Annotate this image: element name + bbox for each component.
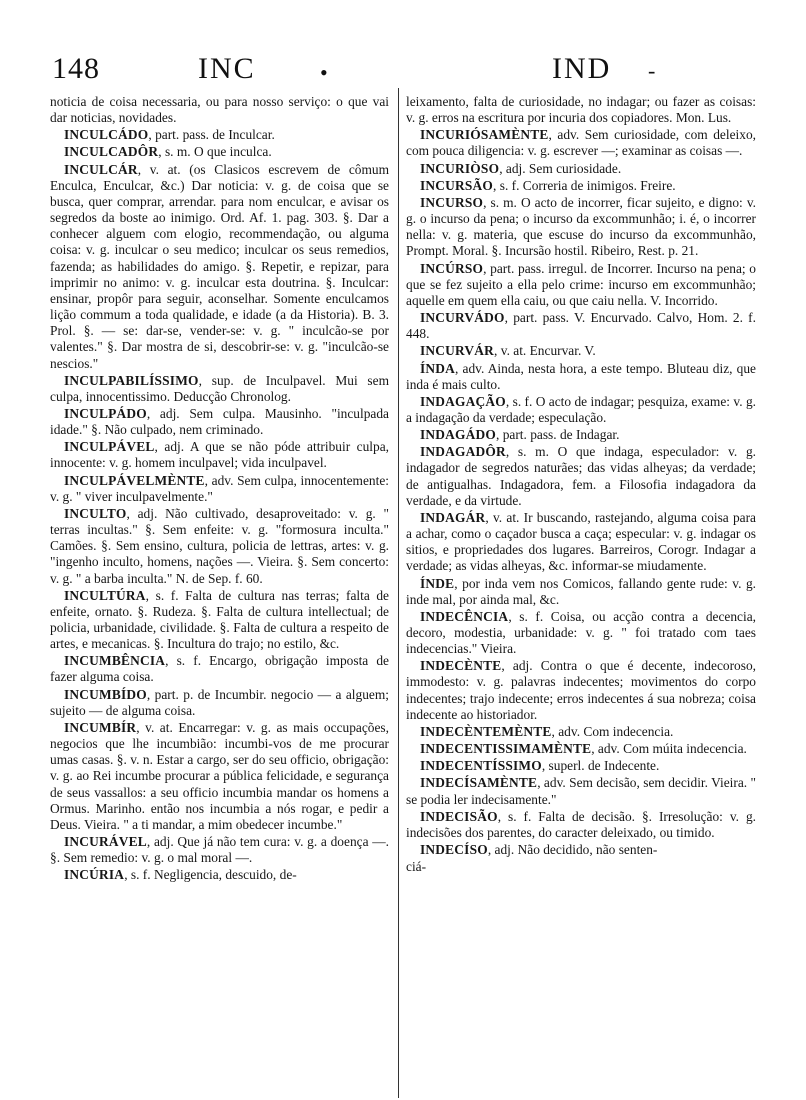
- entry-definition: , part. pass. V. Encurvado. Calvo, Hom. 2. f. 448.: [406, 310, 756, 342]
- entry-headword: INCULCADÔR: [64, 144, 159, 160]
- entry-headword: INCULCÁR: [64, 161, 138, 177]
- dictionary-entry: [50, 588, 389, 653]
- entry-definition: , adv. Sem culpa, innocentemente: v. g. " viver inculpavelmente.": [50, 472, 389, 504]
- entry-definition: , v. at. Ir buscando, rastejando, alguma coisa para a achar, como o caçador busca a caça; especular: v. g. indagar os sitios, e propriedades dos lugares. Barreiros, Corogr. Indagar a verdade; as vidas alheyas, &c. informar-se miudamente.: [406, 509, 756, 574]
- entry-headword: INDECÍSO: [420, 842, 488, 858]
- entry-definition: , adj. Não cultivado, desaproveitado: v. g. " terras incultas." §. Sem enfeite: v. g. "formosura inculta." Camões. §. Sem ensino, cultura, policia de lettras, artes: v. g. "ingenho inculto, homens, nações —. Vieira. §. Sem concerto: v. g. " a barba inculta." N. de Sep. f. 60.: [50, 505, 389, 586]
- entry-definition: , adv. Ainda, nesta hora, a este tempo. Bluteau diz, que inda é mais culto.: [406, 360, 756, 392]
- right-running-head: IND: [552, 52, 612, 85]
- entry-headword: INCULCÁDO: [64, 127, 149, 143]
- header-mark-right: -: [648, 58, 656, 83]
- dictionary-entry: [50, 834, 389, 866]
- dictionary-entry: [406, 576, 756, 608]
- entry-definition: , adj. Contra o que é decente, indecoroso, immodesto: v. g. palavras indecentes; movimentos do corpo indecentes; trajo indecente; erros indecentes á sua nobreza; coisa indecente ao historiador.: [406, 658, 756, 722]
- entry-definition: , part. pass. irregul. de Incorrer. Incurso na pena; o que se fez sujeito a ella pelo crime: incurso em excommunhão; aquelle em quem ella caiu, ou que caiu nella. V. Incorrido.: [406, 260, 756, 308]
- dictionary-entry: [406, 658, 756, 723]
- entry-definition: , s. m. O que indaga, especulador: v. g. indagador de segredos naturães; das vidas alheyas; da verdade; de antigualhas. Indagadora, fem. a Filosofia indagadora da verdade, e da virtude.: [406, 444, 756, 508]
- entry-headword: INCULPÁDO: [64, 405, 147, 421]
- entry-definition: ciá-: [406, 859, 427, 875]
- entry-definition: , adj. A que se não póde attribuir culpa, innocente: v. g. homem inculpavel; vida inculpavel.: [50, 439, 389, 471]
- entry-definition: , adj. Não decidido, não senten-: [487, 842, 658, 858]
- entry-headword: INDECÈNTEMÈNTE: [420, 723, 552, 739]
- entry-headword: INDECÈNTE: [420, 658, 502, 674]
- entry-headword: INDECÊNCIA: [420, 608, 509, 624]
- left-running-head: INC: [198, 52, 256, 85]
- entry-headword: INCUMBÍR: [64, 719, 137, 735]
- dictionary-entry: [406, 510, 756, 575]
- entry-definition: , s. f. Falta de cultura nas terras; falta de enfeite, ornato. §. Rudeza. §. Falta de cultura intellectual; de policia, urbanidade, civilidade. §. Falta de cultura a respeito de artes, e mecanicas. §. Incultura do trajo; no estilo, &c.: [50, 587, 389, 652]
- dictionary-entry: [406, 178, 756, 194]
- dictionary-entry: [406, 343, 756, 359]
- entry-headword: INCURSO: [420, 194, 484, 210]
- entry-definition: leixamento, falta de curiosidade, no indagar; ou fazer as coisas: v. g. erros na escritura por incuria dos copiadores. Mon. Lus.: [406, 94, 756, 126]
- dictionary-entry: [50, 867, 389, 883]
- entry-continuation: [406, 94, 756, 126]
- dictionary-entry: [406, 444, 756, 509]
- entry-definition: , sup. de Inculpavel. Mui sem culpa, innocentissimo. Deducção Chronolog.: [50, 372, 389, 404]
- entry-headword: INCURIÓSAMÈNTE: [420, 127, 549, 143]
- entry-headword: INCURÁVEL: [64, 834, 147, 850]
- entry-headword: INDAGADÔR: [420, 444, 506, 460]
- entry-headword: INCÚRIA: [64, 867, 125, 883]
- entry-headword: INCULPÁVEL: [64, 439, 155, 455]
- dictionary-entry: [50, 144, 389, 160]
- entry-headword: INDAGÁR: [420, 509, 486, 525]
- entry-definition: , s. f. Falta de decisão. §. Irresolução: v. g. indecisões dos parentes, do caracter deleixado, ou timido.: [406, 808, 756, 840]
- entry-definition: , adj. Sem curiosidade.: [499, 160, 622, 176]
- entry-headword: INCURSÃO: [420, 177, 494, 193]
- entry-definition: , por inda vem nos Comicos, fallando gente rude: v. g. inde mal, por ainda mal, &c.: [406, 575, 756, 607]
- entry-headword: INCÚRSO: [420, 260, 484, 276]
- entry-definition: , s. m. O acto de incorrer, ficar sujeito, e digno: v. g. o incurso da pena; o incurso da excommunhão; i. é, o incorrer nella: v. g. materia, que escuse do incurso da excommunhão, Prompt. Moral. §. Incursão hostil. Ribeiro, Rest. p. 21.: [406, 194, 756, 259]
- entry-definition: , v. at. Encarregar: v. g. as mais occupações, negocios que lhe incumbião: incumbi-vos de me procurar umas casas. §. v. n. Estar a cargo, ser do seu officio, obrigação: v. g. ao Rei incumbe procurar a pública felicidade, e segurança de seus vassallos: a seu officio incumbia mandar os homens a Ormus. Marinho. então nos incumbia a nós rogar, e pedir a Deus. Vieira. " a ti mandar, a mim obedecer incumbe.": [50, 719, 389, 832]
- entry-headword: ÍNDA: [420, 360, 456, 376]
- dictionary-entry: [406, 842, 756, 858]
- header-mark: •: [320, 60, 328, 85]
- entry-continuation: [50, 94, 389, 126]
- entry-definition: , part. pass. de Inculcar.: [148, 127, 275, 143]
- dictionary-entry: [406, 361, 756, 393]
- entry-headword: INCULTO: [64, 505, 127, 521]
- entry-headword: INCULTÚRA: [64, 587, 146, 603]
- entry-definition: , s. m. O que inculca.: [158, 144, 272, 160]
- entry-headword: INCURIÒSO: [420, 160, 500, 176]
- entry-headword: INCUMBÍDO: [64, 686, 147, 702]
- entry-headword: INCULPABILÍSSIMO: [64, 372, 199, 388]
- entry-definition: , s. f. Coisa, ou acção contra a decencia, decoro, modestia, urbanidade: v. g. " foi tratado com taes indecencias." Vieira.: [406, 608, 756, 657]
- dictionary-entry: [50, 506, 389, 587]
- entry-continuation: [406, 859, 756, 875]
- entry-headword: INDECENTISSIMAMÈNTE: [420, 741, 592, 757]
- dictionary-entry: [406, 609, 756, 657]
- entry-headword: INDAGÁDO: [420, 427, 496, 443]
- entry-headword: INCURVÁR: [420, 343, 495, 359]
- entry-headword: INCULPÁVELMÈNTE: [64, 472, 205, 488]
- dictionary-entry: [406, 775, 756, 807]
- dictionary-entry: [50, 653, 389, 685]
- page-number: 148: [52, 52, 100, 85]
- entry-headword: INDECISÃO: [420, 808, 498, 824]
- entry-headword: INDECENTÍSSIMO: [420, 758, 542, 774]
- dictionary-entry: [406, 724, 756, 740]
- entry-definition: noticia de coisa necessaria, ou para nosso serviço: o que vai dar noticias, novidades.: [50, 94, 389, 126]
- entry-definition: , adj. Sem culpa. Mausinho. "inculpada idade." §. Não culpado, nem criminado.: [50, 405, 389, 438]
- dictionary-entry: [406, 741, 756, 757]
- column-divider: [398, 88, 399, 1098]
- entry-definition: , part. p. de Incumbir. negocio — a alguem; sujeito — de alguma coisa.: [50, 686, 389, 718]
- entry-definition: , s. f. Encargo, obrigação imposta de fazer alguma coisa.: [50, 653, 389, 685]
- entry-definition: , v. at. Encurvar. V.: [494, 343, 596, 359]
- entry-definition: , v. at. (os Clasicos escrevem de cômum Enculca, Enculcar, &c.) Dar noticia: v. g. de coisa que se busca, quer comprar, arrendar. para nom enculcar, e avisar os segredos da boste ao inimigo. Ord. Af. 1. pag. 303. §. Dar a conhecer alguem com elogio, recommendação, ou alguma coisa: v. g. inculcar o seu medico; inculcar os seus remedios, fazenda; as habilidades do amigo. §. Repetir, e repizar, para imprimir no animo: v. g. inculcar esta doutrina. §. Inculcar: ensinar, propôr para seguir, aconselhar. Somente enculcamos lição commum a toda qualidade, e idade (a da Historia). B. 3. Prol. §. — se: dar-se, vender-se: v. g. " inculcão-se por valentes." §. Dar mostra de si, descobrir-se: v. g. "inculcão-se nescios.": [50, 161, 389, 371]
- entry-headword: INDAGAÇÃO: [420, 393, 506, 409]
- entry-headword: INDECÍSAMÈNTE: [420, 775, 538, 791]
- dictionary-entry: [406, 261, 756, 309]
- dictionary-entry: [406, 758, 756, 774]
- dictionary-entry: [50, 720, 389, 833]
- dictionary-entry: [50, 127, 389, 143]
- entry-definition: , adv. Com múita indecencia.: [591, 741, 747, 757]
- right-column: [406, 94, 756, 876]
- entry-definition: , s. f. Correria de inimigos. Freire.: [493, 177, 676, 193]
- dictionary-entry: [50, 373, 389, 405]
- entry-definition: , adj. Que já não tem cura: v. g. a doença —. §. Sem remedio: v. g. o mal moral —.: [50, 834, 389, 866]
- left-column: [50, 94, 389, 885]
- dictionary-entry: [406, 809, 756, 841]
- dictionary-entry: [406, 161, 756, 177]
- entry-definition: , adv. Sem curiosidade, com deleixo, com pouca diligencia: v. g. escrever —; examinar as coisas —.: [406, 127, 756, 159]
- entry-definition: , superl. de Indecente.: [541, 758, 660, 774]
- entry-headword: INCURVÁDO: [420, 310, 505, 326]
- dictionary-entry: [50, 406, 389, 438]
- dictionary-entry: [406, 427, 756, 443]
- entry-definition: , adv. Sem decisão, sem decidir. Vieira. " se podia ler indecisamente.": [406, 775, 756, 807]
- dictionary-entry: [50, 162, 389, 372]
- entry-definition: , adv. Com indecencia.: [551, 723, 674, 739]
- entry-headword: ÍNDE: [420, 575, 455, 591]
- dictionary-entry: [406, 310, 756, 342]
- entry-definition: , s. f. Negligencia, descuido, de-: [124, 867, 297, 883]
- dictionary-entry: [406, 127, 756, 159]
- dictionary-entry: [50, 473, 389, 505]
- entry-definition: , part. pass. de Indagar.: [496, 427, 620, 443]
- dictionary-entry: [406, 195, 756, 260]
- dictionary-entry: [50, 439, 389, 471]
- entry-definition: , s. f. O acto de indagar; pesquiza, exame: v. g. a indagação da verdade; especulação.: [406, 393, 756, 425]
- dictionary-entry: [50, 687, 389, 719]
- dictionary-entry: [406, 394, 756, 426]
- entry-headword: INCUMBÊNCIA: [64, 653, 166, 669]
